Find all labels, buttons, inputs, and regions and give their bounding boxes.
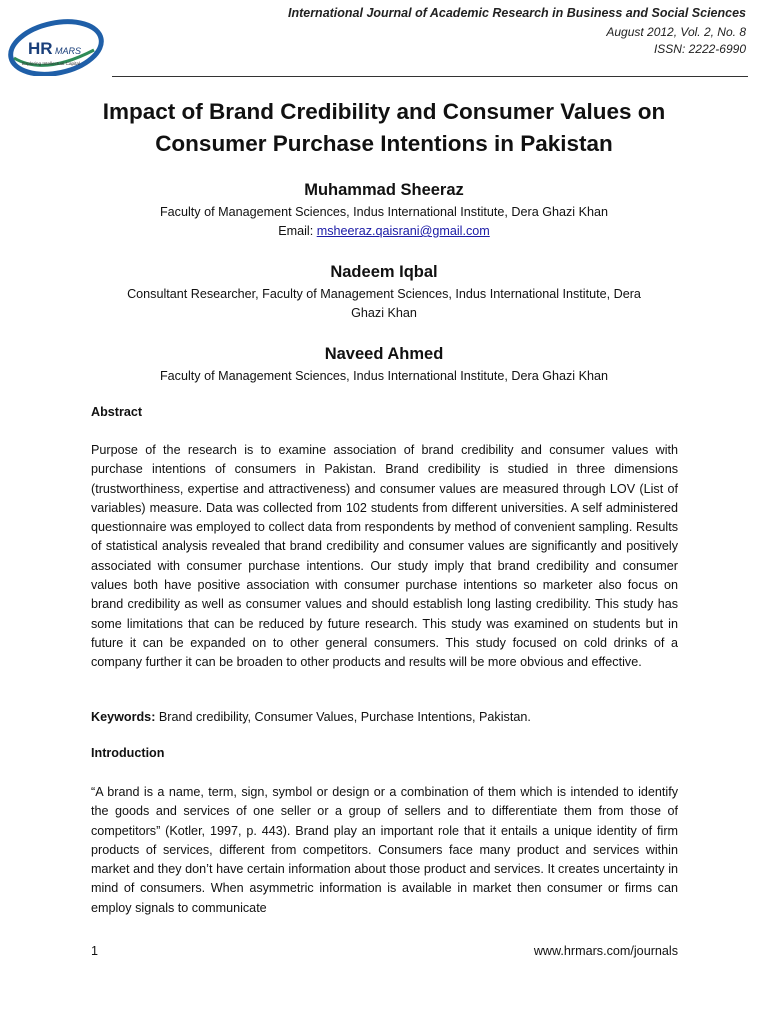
svg-text:Exploring Intellectual Capital: Exploring Intellectual Capital [22,61,80,66]
author-affiliation-line-2: Ghazi Khan [351,306,417,320]
introduction-heading: Introduction [91,746,165,760]
keywords-line [91,708,678,727]
email-label: Email: [278,224,314,238]
author-name: Naveed Ahmed [324,345,444,363]
author-name: Nadeem Iqbal [330,263,438,281]
journal-issn: ISSN: 2222-6990 [653,42,746,56]
svg-text:HR: HR [28,39,53,58]
paper-title [0,96,768,160]
author-email-line [0,222,768,241]
author-affiliation: Faculty of Management Sciences, Indus International Institute, Dera Ghazi Khan [159,205,609,219]
svg-text:MARS: MARS [55,46,82,56]
introduction-text: “A brand is a name, term, sign, symbol or design or a combination of them which is intended to identify the goods and services of one seller or a group of sellers and to differentiate them from those of competitors” (Kotler, 1997, p. 443). Brand play an important role that it entails a unique identity of firm products of services, different from competitors. Consumers face many product and services within market and they don’t have certain information about those product and services. It creates uncertainty in mind of consumers. When asymmetric information is available in market then consumer or firms can employ signals to communicate [91,785,678,915]
author-affiliation-line-1: Consultant Researcher, Faculty of Management Sciences, Indus International Institute, Dera [127,287,641,301]
journal-name: International Journal of Academic Research in Business and Social Sciences [287,6,746,20]
keywords-label: Keywords: [91,710,156,724]
author-affiliation: Faculty of Management Sciences, Indus International Institute, Dera Ghazi Khan [159,369,609,383]
hrmars-logo [4,10,104,76]
footer-url: www.hrmars.com/journals [533,944,678,958]
header-divider [112,76,748,77]
paper-title-line-1: Impact of Brand Credibility and Consumer Values on [102,99,666,124]
paper-title-line-2: Consumer Purchase Intentions in Pakistan [155,131,613,156]
abstract-text: Purpose of the research is to examine association of brand credibility and consumer values with purchase intentions of consumers in Pakistan. Brand credibility is studied in three dimensions (trustworthiness, expertise and attractiveness) and consumer values are measured through LOV (List of variables) measure. Data was collected from 102 students from different universities. A self administered questionnaire was employed to collect data from respondents by method of convenient sampling. Results of statistical analysis revealed that brand credibility and consumer values are significantly and positively associated with consumer purchase intentions. Our study imply that brand credibility and consumer values both have positive association with consumer purchase intentions so marketer also focus on brand credibility as well as consumer values and should establish long lasting credibility. This study has some limitations that can be reduced by future research. This study was examined on students but in future it can be expanded on to other general consumers. This study focused on cold drinks of a company further it can be broaden to other products and results will be more obvious and effective. [91,443,678,670]
author-name: Muhammad Sheeraz [304,181,464,199]
author-email-link[interactable]: msheeraz.qaisrani@gmail.com [316,224,490,238]
journal-issue: August 2012, Vol. 2, No. 8 [606,25,746,39]
page-number: 1 [91,944,99,958]
keywords-text: Brand credibility, Consumer Values, Purchase Intentions, Pakistan. [155,710,531,724]
abstract-heading: Abstract [91,405,143,419]
